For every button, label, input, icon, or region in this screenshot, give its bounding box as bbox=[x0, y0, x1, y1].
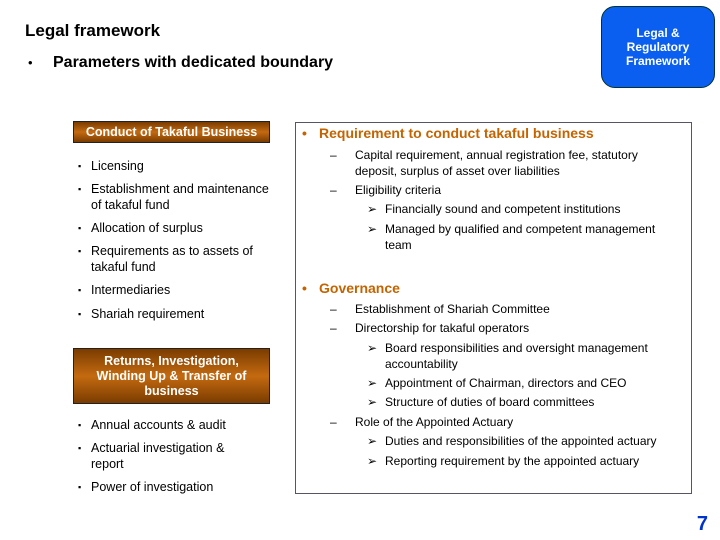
section-governance: • Governance bbox=[302, 280, 400, 296]
framework-badge bbox=[601, 6, 715, 88]
dash-item: – Directorship for takaful operators bbox=[330, 320, 675, 336]
list-item: ▪ Establishment and maintenance of takaful fund bbox=[78, 181, 271, 213]
bullet: • bbox=[28, 55, 33, 70]
list-item: ▪ Shariah requirement bbox=[78, 306, 271, 322]
badge-label: Legal & Regulatory Framework bbox=[625, 26, 691, 68]
subtitle: Parameters with dedicated boundary bbox=[53, 54, 334, 71]
returns-heading bbox=[73, 348, 270, 404]
list-item: ▪ Licensing bbox=[78, 158, 271, 174]
arrow-item: ➢ Duties and responsibilities of the appointed actuary bbox=[367, 433, 685, 449]
list-item: ▪ Annual accounts & audit bbox=[78, 417, 271, 433]
arrow-item: ➢ Appointment of Chairman, directors and CEO bbox=[367, 375, 685, 391]
arrow-item: ➢ Reporting requirement by the appointed actuary bbox=[367, 453, 685, 469]
dash-item: – Eligibility criteria bbox=[330, 182, 675, 198]
arrow-item: ➢ Board responsibilities and oversight management accountability bbox=[367, 340, 685, 372]
list-item: ▪ Power of investigation bbox=[78, 479, 271, 495]
list-item: ▪ Allocation of surplus bbox=[78, 220, 271, 236]
list-item: ▪ Actuarial investigation & report bbox=[78, 440, 251, 472]
arrow-item: ➢ Structure of duties of board committees bbox=[367, 394, 685, 410]
dash-item: – Role of the Appointed Actuary bbox=[330, 414, 675, 430]
conduct-heading: Conduct of Takaful Business bbox=[73, 121, 270, 143]
returns-heading-label: Returns, Investigation, Winding Up & Transfer of business bbox=[96, 353, 247, 398]
list-item: ▪ Requirements as to assets of takaful fund bbox=[78, 243, 276, 275]
list-item: ▪ Intermediaries bbox=[78, 282, 271, 298]
arrow-item: ➢ Financially sound and competent institutions bbox=[367, 201, 685, 217]
section-requirement: • Requirement to conduct takaful business bbox=[302, 125, 594, 141]
page-title: Legal framework bbox=[25, 21, 161, 40]
arrow-item: ➢ Managed by qualified and competent management team bbox=[367, 221, 685, 253]
dash-item: – Capital requirement, annual registration fee, statutory deposit, surplus of asset over liabilities bbox=[330, 147, 675, 179]
page-number: 7 bbox=[696, 513, 708, 535]
dash-item: – Establishment of Shariah Committee bbox=[330, 301, 675, 317]
